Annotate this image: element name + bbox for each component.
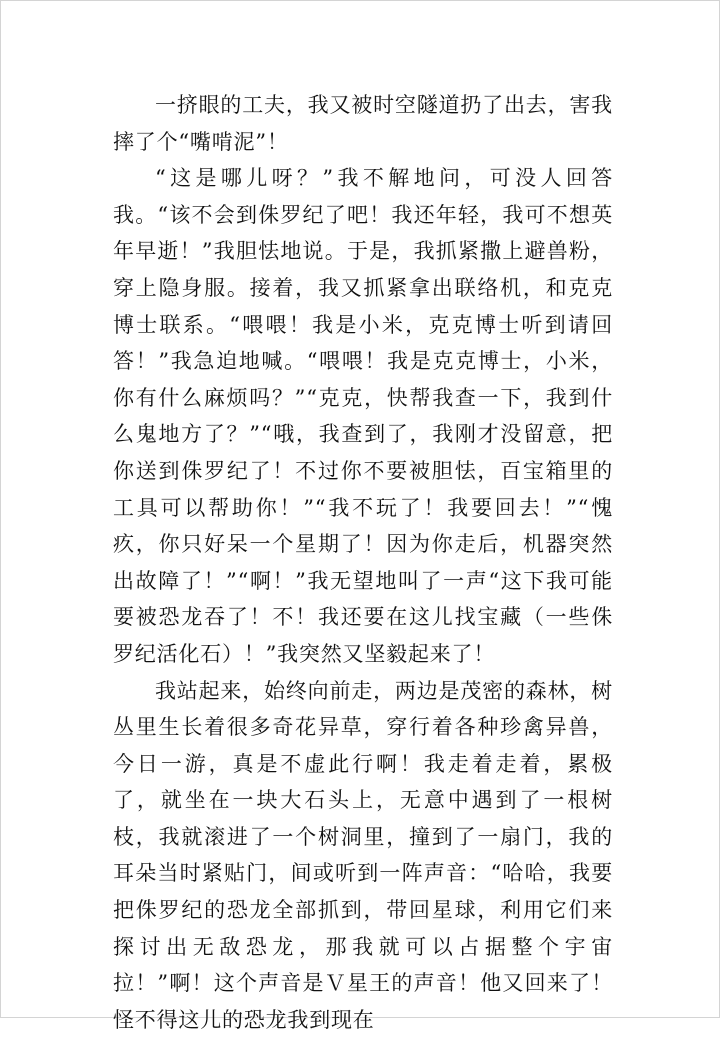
paragraph: “这是哪儿呀？”我不解地问，可没人回答我。“该不会到侏罗纪了吧！我还年轻，我可不想英年早逝！”我胆怯地说。于是，我抓紧撒上避兽粉，穿上隐身服。接着，我又抓紧拿出联络机，和克克博士联系。“喂喂！我是小米，克克博士听到请回答！”我急迫地喊。“喂喂！我是克克博士，小米，你有什么麻烦吗？”“克克，快帮我查一下，我到什么鬼地方了？”“哦，我查到了，我刚才没留意，把你送到侏罗纪了！不过你不要被胆怯，百宝箱里的工具可以帮助你！”“我不玩了！我要回去！”“愧疚，你只好呆一个星期了！因为你走后，机器突然出故障了！”“啊！”我无望地叫了一声“这下我可能要被恐龙吞了！不！我还要在这儿找宝藏（一些侏罗纪活化石）！”我突然又坚毅起来了！ <box>113 160 613 672</box>
document-body <box>113 87 613 1038</box>
paragraph: 一挤眼的工夫，我又被时空隧道扔了出去，害我摔了个“嘴啃泥”！ <box>113 87 613 160</box>
paragraph: 我站起来，始终向前走，两边是茂密的森林，树丛里生长着很多奇花异草，穿行着各种珍禽异兽，今日一游，真是不虚此行啊！我走着走着，累极了，就坐在一块大石头上，无意中遇到了一根树枝，我就滚进了一个树洞里，撞到了一扇门，我的耳朵当时紧贴门，间或听到一阵声音：“哈哈，我要把侏罗纪的恐龙全部抓到，带回星球，利用它们来探讨出无敌恐龙，那我就可以占据整个宇宙拉！”啊！这个声音是Ｖ星王的声音！他又回来了！怪不得这儿的恐龙我到现在 <box>113 673 613 1038</box>
